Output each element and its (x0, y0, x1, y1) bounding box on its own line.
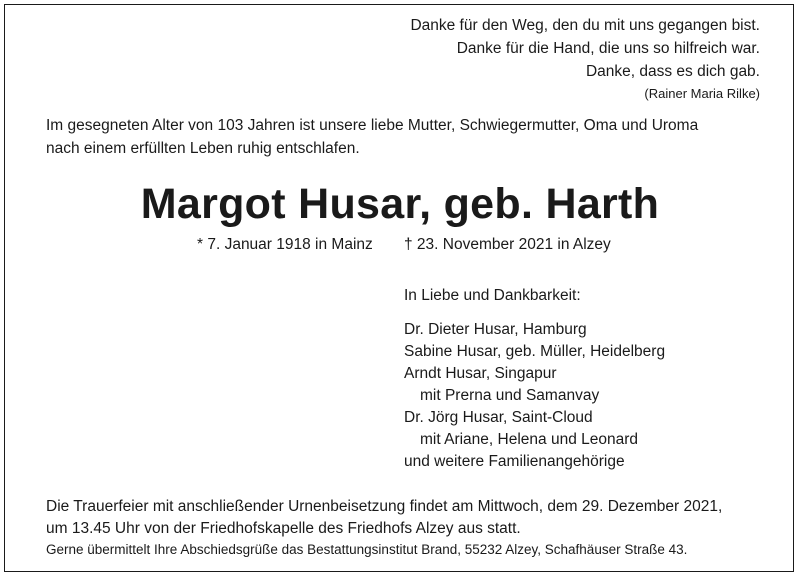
deceased-name: Margot Husar, geb. Harth (140, 180, 660, 228)
rilke-quote (410, 14, 760, 105)
quote-author: (Rainer Maria Rilke) (644, 86, 760, 101)
ceremony-line: Die Trauerfeier mit anschließender Urnenbeisetzung findet am Mittwoch, dem 29. Dezember 2021, (46, 498, 723, 515)
family-list (404, 285, 665, 473)
undertaker-line: Gerne übermittelt Ihre Abschiedsgrüße das Bestattungsinstitut Brand, 55232 Alzey, Schafhäuser Straße 43. (46, 542, 688, 557)
family-member-sub: mit Prerna und Samanvay (420, 387, 600, 404)
death-date: † 23. November 2021 in Alzey (404, 236, 611, 253)
ceremony-line: um 13.45 Uhr von der Friedhofskapelle des Friedhofs Alzey aus statt. (46, 520, 521, 537)
intro-text (46, 114, 766, 160)
family-member-sub: mit Ariane, Helena und Leonard (420, 431, 639, 448)
quote-line: Danke, dass es dich gab. (585, 63, 760, 80)
funeral-info (46, 496, 766, 560)
family-member: Dr. Dieter Husar, Hamburg (404, 321, 587, 338)
family-member: Sabine Husar, geb. Müller, Heidelberg (404, 343, 666, 360)
family-member: Arndt Husar, Singapur (404, 365, 557, 382)
family-member: und weitere Familienangehörige (404, 453, 625, 470)
birth-date: * 7. Januar 1918 in Mainz (197, 236, 373, 253)
family-member: Dr. Jörg Husar, Saint-Cloud (404, 409, 593, 426)
intro-line: nach einem erfüllten Leben ruhig entschlafen. (46, 140, 360, 157)
family-heading: In Liebe und Dankbarkeit: (404, 287, 581, 304)
quote-line: Danke für die Hand, die uns so hilfreich war. (456, 40, 760, 57)
intro-line: Im gesegneten Alter von 103 Jahren ist unsere liebe Mutter, Schwiegermutter, Oma und Uroma (46, 117, 699, 134)
quote-line: Danke für den Weg, den du mit uns gegangen bist. (410, 17, 760, 34)
